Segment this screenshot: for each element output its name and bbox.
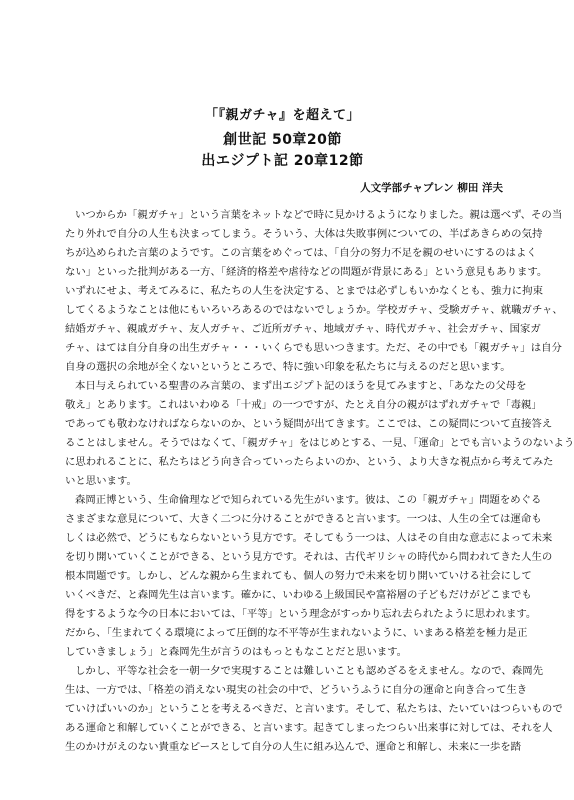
body-line: 結婚ガチャ、親戚ガチャ、友人ガチャ、ご近所ガチャ、地域ガチャ、時代ガチャ、社会ガチャ、国家ガ — [65, 323, 541, 335]
body-line: いつからか「親ガチャ」という言葉をネットなどで時に見かけるようになりました。親は選べず、その当 — [75, 209, 563, 221]
body-line: 生のかけがえのない貴重なピースとして自分の人生に組み込んで、運命と和解し、未来に一歩を踏 — [65, 741, 522, 753]
body-line: ていけばいいのか」ということを考えるべきだ、と言います。そして、私たちは、たいていはつらいもので — [65, 703, 563, 715]
body-line: たり外れで自分の人生も決まってしまう。そういう、大体は失敗事例についての、半ばあきらめの気持 — [65, 228, 543, 240]
body-line: 根本問題です。しかし、どんな親から生まれても、個人の努力で未来を切り開いていける社会にして — [65, 570, 532, 582]
body-line: 森岡正博という、生命倫理などで知られている先生がいます。彼は、この「親ガチャ」問題をめぐる — [75, 494, 542, 506]
body-line: に思われることに、私たちはどう向き合っていったらよいのか、という、より大きな視点から考えてみた — [65, 456, 554, 468]
body-line: 生は、一方では、「格差の消えない現実の社会の中で、どういうふうに自分の運命と向き合って生き — [65, 684, 528, 696]
body-line: 得をするような今の日本においては、「平等」という理念がすっかり忘れ去られたように思われます。 — [65, 608, 537, 620]
body-line: チャ、はては自分自身の出生ガチャ・・・いくらでも思いつきます。ただ、その中でも「親ガチャ」は自分 — [65, 342, 562, 354]
body-line: だから、「生まれてくる環境によって圧倒的な不平等が生まれないように、いまある格差を極力是正 — [65, 627, 528, 639]
body-line: 敬え」とあります。これはいわゆる「十戒」の一つですが、たとえ自分の親がはずれガチャで「毒親」 — [65, 399, 542, 411]
scripture-reference-genesis: 創世記 50章20節 — [223, 132, 342, 148]
body-line: してくるようなことは他にもいろいろあるのではないでしょうか。学校ガチャ、受験ガチャ、就職ガチャ、 — [65, 304, 563, 316]
body-line: いずれにせよ、考えてみるに、私たちの人生を決定する、とまでは必ずしもいかなくとも、強力に拘束 — [65, 285, 543, 297]
body-line: 自身の選択の余地が全くないというところで、特に強い印象を私たちに与えるのだと思います。 — [65, 361, 511, 373]
body-line: しかし、平等な社会を一朝一夕で実現することは難しいことも認めざるをえません。なので、森岡先 — [75, 665, 543, 677]
scripture-reference-exodus: 出エジプト記 20章12節 — [201, 153, 364, 169]
sermon-title: 「『親ガチャ』を超えて」 — [204, 108, 361, 123]
body-line: ちが込められた言葉のようです。この言葉をめぐっては、「自分の努力不足を親のせいにするのはよく — [65, 247, 537, 259]
author-line: 人文学部チャプレン 柳田 洋夫 — [360, 182, 503, 194]
body-line: いと思います。 — [65, 475, 137, 487]
body-line: ない」といった批判がある一方、「経済的格差や虐待などの問題が背景にある」という意見もあります。 — [65, 266, 548, 278]
body-line: ある運命と和解していくことができる、と言います。起きてしまったつらい出来事に対しては、それを人 — [65, 722, 553, 734]
body-line: ることはしません。そうではなくて、「親ガチャ」をはじめとする、一見、「運命」とでも言いようのないよう — [65, 437, 574, 449]
body-line: さまざまな意見について、大きく二つに分けることができると言います。一つは、人生の全ては運命も — [65, 513, 542, 525]
body-line: しくは必然で、どうにもならないという見方です。そしてもう一つは、人はその自由な意志によって未来 — [65, 532, 553, 544]
body-line: していきましょう」と森岡先生が言うのはもっともなことだと思います。 — [65, 646, 408, 658]
body-line: 本日与えられている聖書のみ言葉の、まず出エジプト記のほうを見てみますと、「あなたの父母を — [75, 380, 527, 392]
body-line: であっても敬わなければならないのか、という疑問が出てきます。ここでは、この疑問について直接答え — [65, 418, 553, 430]
body-text — [65, 206, 574, 757]
body-line: いくべきだ、と森岡先生は言います。確かに、いわゆる上級国民や富裕層の子どもだけがどこまでも — [65, 589, 532, 601]
body-line: を切り開いていくことができる、という見方です。それは、古代ギリシャの時代から問われてきた人生の — [65, 551, 553, 563]
